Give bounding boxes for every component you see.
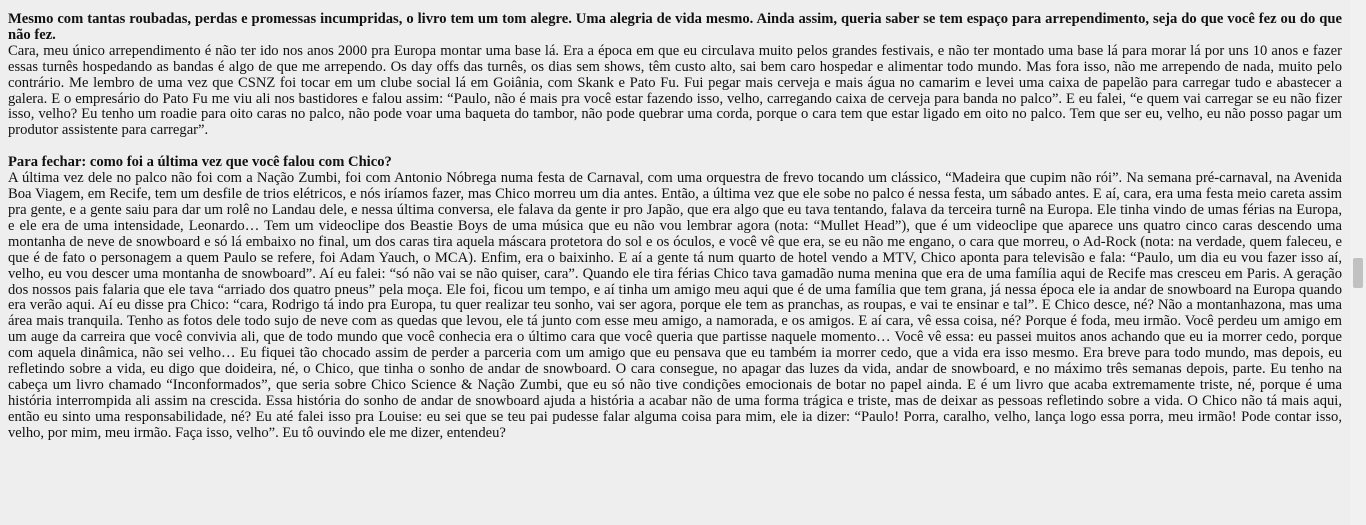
vertical-scrollbar[interactable]	[1350, 0, 1366, 525]
interview-question: Mesmo com tantas roubadas, perdas e promessas incumpridas, o livro tem um tom alegre. Uma alegria de vida mesmo. Ainda assim, queria saber se tem espaço para arrependimento, seja do que você fez ou do que não fez.	[8, 11, 1342, 43]
interview-answer: Cara, meu único arrependimento é não ter ido nos anos 2000 pra Europa montar uma base lá. Era a época em que eu circulava muito pelos grandes festivais, e não ter montado uma base lá para morar lá por uns 10 anos e fazer essas turnês hospedando as bandas é algo de que me arrependo. Os day offs das turnês, os dias sem shows, têm custo alto, sai bem caro hospedar e alimentar todo mundo. Mas fora isso, não me arrependo de nada, muito pelo contrário. Me lembro de uma vez que CSNZ foi tocar em um clube social lá em Goiânia, com Skank e Pato Fu. Fui pegar mais cerveja e mais água no camarim e levei uma caixa de papelão para carregar tudo e abastecer a galera. E o empresário do Pato Fu me viu ali nos bastidores e falou assim: “Paulo, não é mais pra você estar fazendo isso, velho, carregando caixa de cerveja para banda no palco”. E eu falei, “e quem vai carregar se eu não fizer isso, velho? Eu tenho um roadie para oito caras no palco, não pode voar uma baqueta do tambor, não pode quebrar uma corda, porque o cara tem que estar ligado em oito no palco. Tem que ser eu, velho, eu não posso pagar um produtor assistente para carregar”.	[8, 42, 1342, 139]
scrollbar-thumb[interactable]	[1353, 258, 1363, 288]
interview-block	[8, 12, 1342, 139]
interview-answer: A última vez dele no palco não foi com a Nação Zumbi, foi com Antonio Nóbrega numa festa de Carnaval, com uma orquestra de frevo tocando um clássico, “Madeira que cupim não rói”. Na semana pré-carnaval, na Avenida Boa Viagem, em Recife, tem um desfile de trios elétricos, e nós iríamos fazer, mas Chico morreu um dia antes. Então, a última vez que ele sobe no palco é nessa festa, um sábado antes. E aí, cara, era uma festa meio careta assim pra gente, e a gente saiu para dar um rolê no Landau dele, e nessa última conversa, ele falava da gente ir pro Japão, que era algo que eu tava tentando, falava da terceira turnê na Europa. Ele tinha vindo de umas férias na Europa, e ele era de uma intensidade, Leonardo… Tem um videoclipe dos Beastie Boys de uma música que eu não vou lembrar agora (nota: “Mullet Head”), que é um videoclipe que aparece uns quatro cinco caras descendo uma montanha de neve de snowboard e só lá embaixo no final, um dos caras tira aquela máscara protetora do sol e os óculos, e você vê que era, se eu não me engano, o cara que morreu, o Ad-Rock (nota: na verdade, quem faleceu, e que é de fato o personagem a quem Paulo se refere, foi Adam Yauch, o MCA). Enfim, era o baixinho. E aí a gente tá num quarto de hotel vendo a MTV, Chico aponta para televisão e fala: “Paulo, um dia eu vou fazer isso aí, velho, eu vou descer uma montanha de snowboard”. Aí eu falei: “só não vai se não quiser, cara”. Quando ele tira férias Chico tava gamadão numa menina que era de uma família aqui de Recife mas cresceu em Paris. A geração dos nossos pais falaria que ele tava “arriado dos quatro pneus” pela moça. Ele foi, ficou um tempo, e aí tinha um amigo meu aqui que é de uma família que tem grana, já nessa época ele ia andar de snowboard na Europa quando era verão aqui. Aí eu disse pra Chico: “cara, Rodrigo tá indo pra Europa, tu quer realizar teu sonho, vai ser agora, porque ele tem as pranchas, as roupas, e vai te ensinar e tal”. E Chico desce, né? Não a montanhazona, mas uma área mais tranquila. Tenho as fotos dele todo sujo de neve com as quedas que levou, ele tá junto com esse meu amigo, a namorada, e os amigos. E aí cara, vê essa coisa, né? Porque é foda, meu irmão. Você perdeu um amigo em um auge da carreira que você convivia ali, que de todo mundo que você conhecia era o último cara que você queria que partisse naquele momento… Você vê essa: eu passei muitos anos achando que eu ia morrer cedo, porque com aquela dinâmica, não sei velho… Eu fiquei tão chocado assim de perder a parceria com um amigo que eu pensava que eu também ia morrer cedo, que a vida era isso mesmo. Era breve para todo mundo, mas depois, eu refletindo sobre a vida, eu digo que doideira, né, o Chico, que tinha o sonho de andar de snowboard. O cara consegue, no apagar das luzes da vida, andar de snowboard, e no máximo três semanas depois, parte. Eu tenho na cabeça um livro chamado “Inconformados”, que seria sobre Chico Science & Nação Zumbi, que eu só não tive condições emocionais de botar no papel ainda. E é um livro que acaba extremamente triste, né, porque é uma história interrompida ali assim na crescida. Essa história do sonho de andar de snowboard ajuda a história a acabar não de uma forma trágica e triste, mas de deixar as pessoas refletindo sobre a vida. O Chico não tá mais aqui, então eu sinto uma responsabilidade, né? Eu até falei isso pra Louise: eu sei que se teu pai pudesse falar alguma coisa para mim, ele ia dizer: “Paulo! Porra, caralho, velho, lança logo essa porra, meu irmão! Pode contar isso, velho, por mim, meu irmão. Faça isso, velho”. Eu tô ouvindo ele me dizer, entendeu?	[8, 170, 1342, 441]
interview-block	[8, 155, 1342, 441]
interview-question: Para fechar: como foi a última vez que você falou com Chico?	[8, 154, 392, 171]
